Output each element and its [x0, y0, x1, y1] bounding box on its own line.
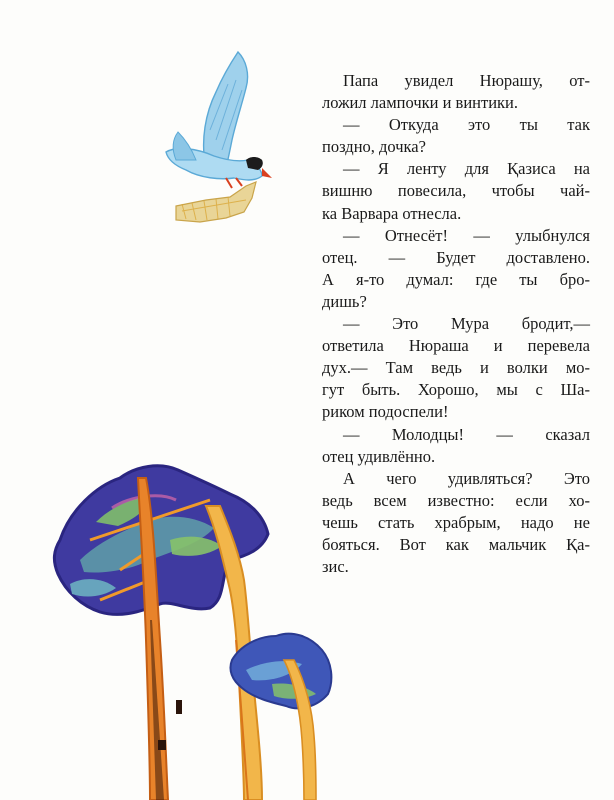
seagull-illustration: [166, 52, 272, 222]
story-line: гут быть. Хорошо, мы с Ша-: [322, 380, 590, 400]
story-text: [322, 70, 590, 578]
story-line: чешь стать храбрым, надо не: [322, 512, 590, 532]
story-line: А чего удивляться? Это: [343, 468, 590, 488]
seagull-head: [246, 157, 263, 170]
story-line: ложил лампочки и винтики.: [322, 93, 519, 113]
story-line: — Это Мура бродит,—: [343, 314, 590, 334]
story-line: зис.: [322, 557, 349, 577]
story-line: вишню повесила, чтобы чай-: [322, 181, 590, 201]
story-line: отец удивлённо.: [322, 446, 436, 466]
story-line: Папа увидел Нюрашу, от-: [343, 71, 590, 90]
story-line: риком подоспели!: [322, 402, 449, 422]
story-line: поздно, дочка?: [322, 137, 426, 157]
story-line: ка Варвара отнесла.: [322, 203, 462, 223]
story-line: — Отнесёт! — улыбнулся: [343, 225, 590, 245]
story-line: ведь всем известно: если хо-: [322, 490, 590, 510]
story-line: А я-то думал: где ты бро-: [322, 269, 590, 289]
story-line: отец. — Будет доставлено.: [322, 247, 590, 267]
story-line: бояться. Вот как мальчик Қа-: [322, 534, 590, 554]
story-line: — Я ленту для Қазиса на: [343, 159, 590, 179]
story-line: дишь?: [322, 291, 367, 311]
pine-trees-illustration: [54, 466, 331, 800]
story-line: — Молодцы! — сказал: [343, 424, 590, 444]
story-line: — Откуда это ты так: [343, 115, 590, 135]
story-line: дух.— Там ведь и волки мо-: [322, 358, 590, 378]
story-line: ответила Нюраша и перевела: [322, 336, 590, 356]
